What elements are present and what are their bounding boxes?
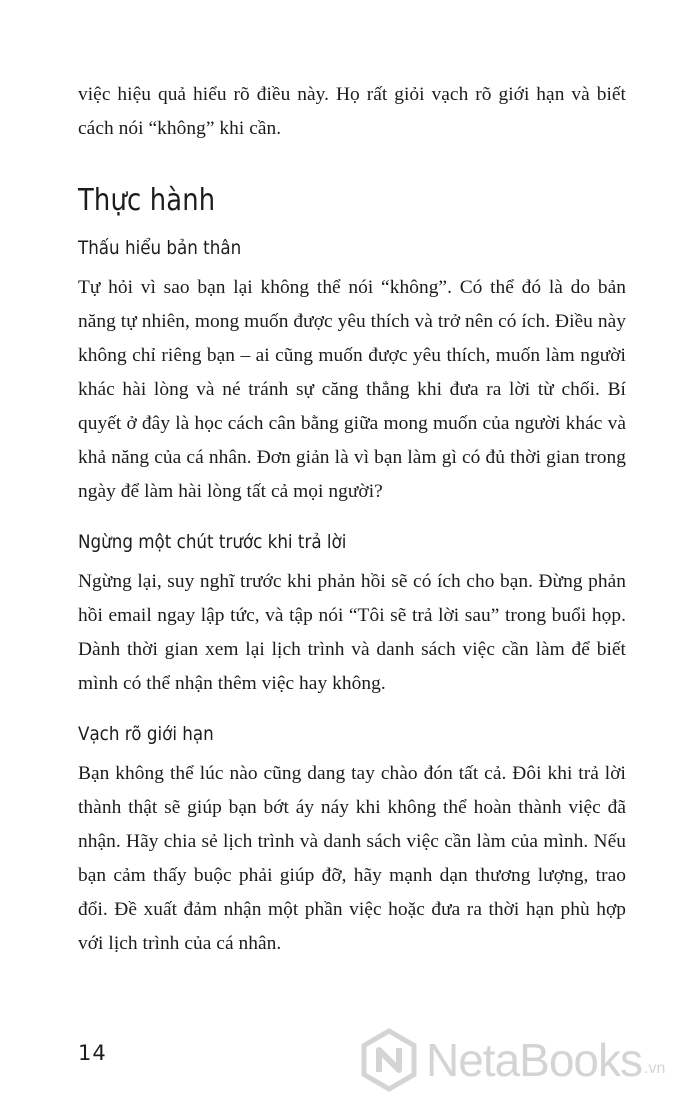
watermark-brand: NetaBooks	[426, 1034, 643, 1086]
watermark-suffix: .vn	[644, 1060, 666, 1077]
subsection-body-1: Tự hỏi vì sao bạn lại không thể nói “không”. Có thể đó là do bản năng tự nhiên, mong muốn được yêu thích và trở nên có ích. Điều này không chỉ riêng bạn – ai cũng muốn được yêu thích, muốn làm người khác hài lòng và né tránh sự căng thẳng khi đưa ra lời từ chối. Bí quyết ở đây là học cách cân bằng giữa mong muốn của người khác và khả năng của cá nhân. Đơn giản là vì bạn làm gì có đủ thời gian trong ngày để làm hài lòng tất cả mọi người?	[78, 277, 626, 502]
subsection-body-3: Bạn không thể lúc nào cũng dang tay chào đón tất cả. Đôi khi trả lời thành thật sẽ giúp bạn bớt áy náy khi không thể hoàn thành việc đã nhận. Hãy chia sẻ lịch trình và danh sách việc cần làm của mình. Nếu bạn cảm thấy buộc phải giúp đỡ, hãy mạnh dạn thương lượng, trao đổi. Đề xuất đảm nhận một phần việc hoặc đưa ra thời hạn phù hợp với lịch trình của cá nhân.	[78, 763, 626, 954]
netabooks-logo-icon	[360, 1028, 418, 1092]
book-page	[78, 78, 626, 961]
section-title: Thực hành	[78, 183, 216, 218]
subsection-heading-2: Ngừng một chút trước khi trả lời	[78, 531, 347, 553]
intro-paragraph: việc hiệu quả hiểu rõ điều này. Họ rất giỏi vạch rõ giới hạn và biết cách nói “không” khi cần.	[78, 84, 626, 139]
subsection-heading-1: Thấu hiểu bản thân	[78, 237, 242, 259]
subsection-heading-3: Vạch rõ giới hạn	[78, 723, 214, 745]
watermark	[360, 1022, 690, 1098]
subsection-body-2: Ngừng lại, suy nghĩ trước khi phản hồi sẽ có ích cho bạn. Đừng phản hồi email ngay lập tức, và tập nói “Tôi sẽ trả lời sau” trong buổi họp. Dành thời gian xem lại lịch trình và danh sách việc cần làm để biết mình có thể nhận thêm việc hay không.	[78, 571, 626, 694]
page-number: 14	[78, 1041, 107, 1065]
